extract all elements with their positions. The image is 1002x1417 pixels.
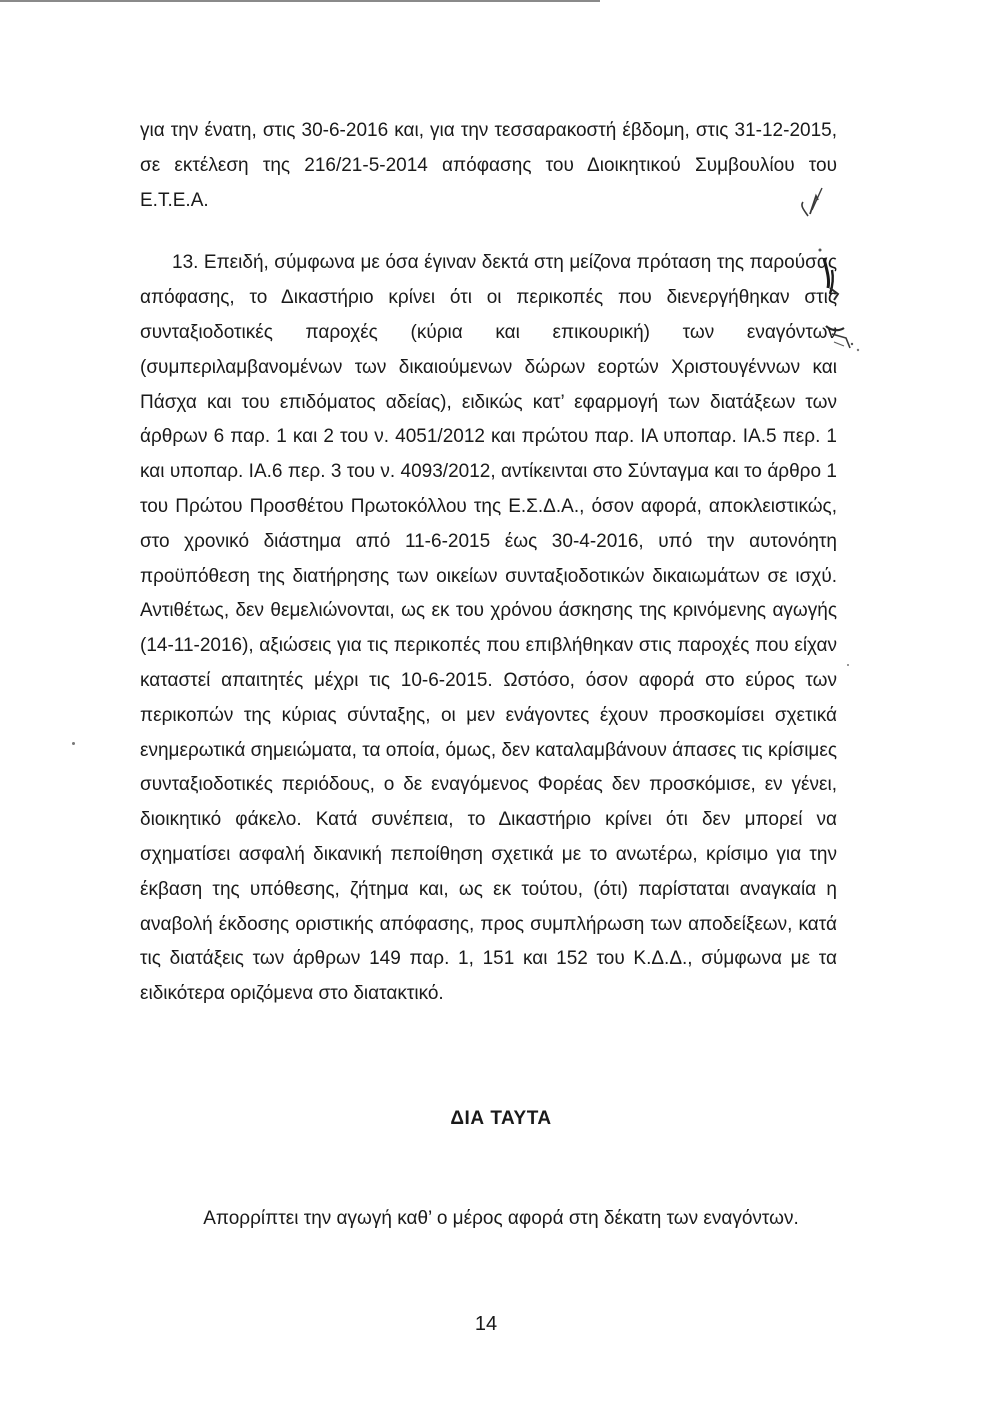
scan-speck	[847, 664, 849, 666]
paragraph-continuation: για την ένατη, στις 30-6-2016 και, για την τεσσαρακοστή έβδομη, στις 31-12-2015, σε εκτέλεση της 216/21-5-2014 απόφασης του Διοικητικού Συμβουλίου του Ε.Τ.Ε.Α.	[140, 120, 837, 211]
section-heading: ΔΙΑ ΤΑΥΤΑ	[450, 1108, 552, 1129]
document-body	[140, 114, 837, 1012]
page-number: 14	[474, 1313, 498, 1335]
scan-speck	[72, 742, 75, 745]
scan-edge-line	[0, 0, 600, 2]
paragraph-13: 13. Επειδή, σύμφωνα με όσα έγιναν δεκτά στη μείζονα πρόταση της παρούσας απόφασης, το Δικαστήριο κρίνει ότι οι περικοπές που διενεργήθηκαν στις συνταξιοδοτικές παροχές (κύρια και επικουρική) των εναγόντων (συμπεριλαμβανομένων των δικαιούμενων δώρων εορτών Χριστουγέννων και Πάσχα και του επιδόματος αδείας), ειδικώς κατ’ εφαρμογή των διατάξεων των άρθρων 6 παρ. 1 και 2 του ν. 4051/2012 και πρώτου παρ. ΙΑ υποπαρ. ΙΑ.5 περ. 1 και υποπαρ. ΙΑ.6 περ. 3 του ν. 4093/2012, αντίκεινται στο Σύνταγμα και το άρθρο 1 του Πρώτου Προσθέτου Πρωτοκόλλου της Ε.Σ.Δ.Α., όσον αφορά, αποκλειστικώς, στο χρονικό διάστημα από 11-6-2015 έως 30-4-2016, υπό την αυτονόητη προϋπόθεση της διατήρησης των οικείων συνταξιοδοτικών δικαιωμάτων σε ισχύ. Αντιθέτως, δεν θεμελιώνονται, ως εκ του χρόνου άσκησης της κρινόμενης αγωγής (14-11-2016), αξιώσεις για τις περικοπές που επιβλήθηκαν στις παροχές που είχαν καταστεί απαιτητές μέχρι τις 10-6-2015. Ωστόσο, όσον αφορά στο εύρος των περικοπών της κύριας σύνταξης, οι μεν ενάγοντες έχουν προσκομίσει σχετικά ενημερωτικά σημειώματα, τα οποία, όμως, δεν καταλαμβάνουν άπασες τις κρίσιμες συνταξιοδοτικές περιόδους, ο δε εναγόμενος Φορέας δεν προσκόμισε, εν γένει, διοικητικό φάκελο. Κατά συνέπεια, το Δικαστήριο κρίνει ότι δεν μπορεί να σχηματίσει ασφαλή δικανική πεποίθηση σχετικά με το ανωτέρω, κρίσιμο για την έκβαση της υπόθεσης, ζήτημα και, ως εκ τούτου, (ότι) παρίσταται αναγκαία η αναβολή έκδοσης οριστικής απόφασης, προς συμπλήρωση των αποδείξεων, κατά τις διατάξεις των άρθρων 149 παρ. 1, 151 και 152 του Κ.Δ.Δ., σύμφωνα με τα ειδικότερα οριζόμενα στο διατακτικό.	[140, 252, 837, 1005]
decision-text: Απορρίπτει την αγωγή καθ’ ο μέρος αφορά στη δέκατη των εναγόντων.	[203, 1208, 799, 1229]
